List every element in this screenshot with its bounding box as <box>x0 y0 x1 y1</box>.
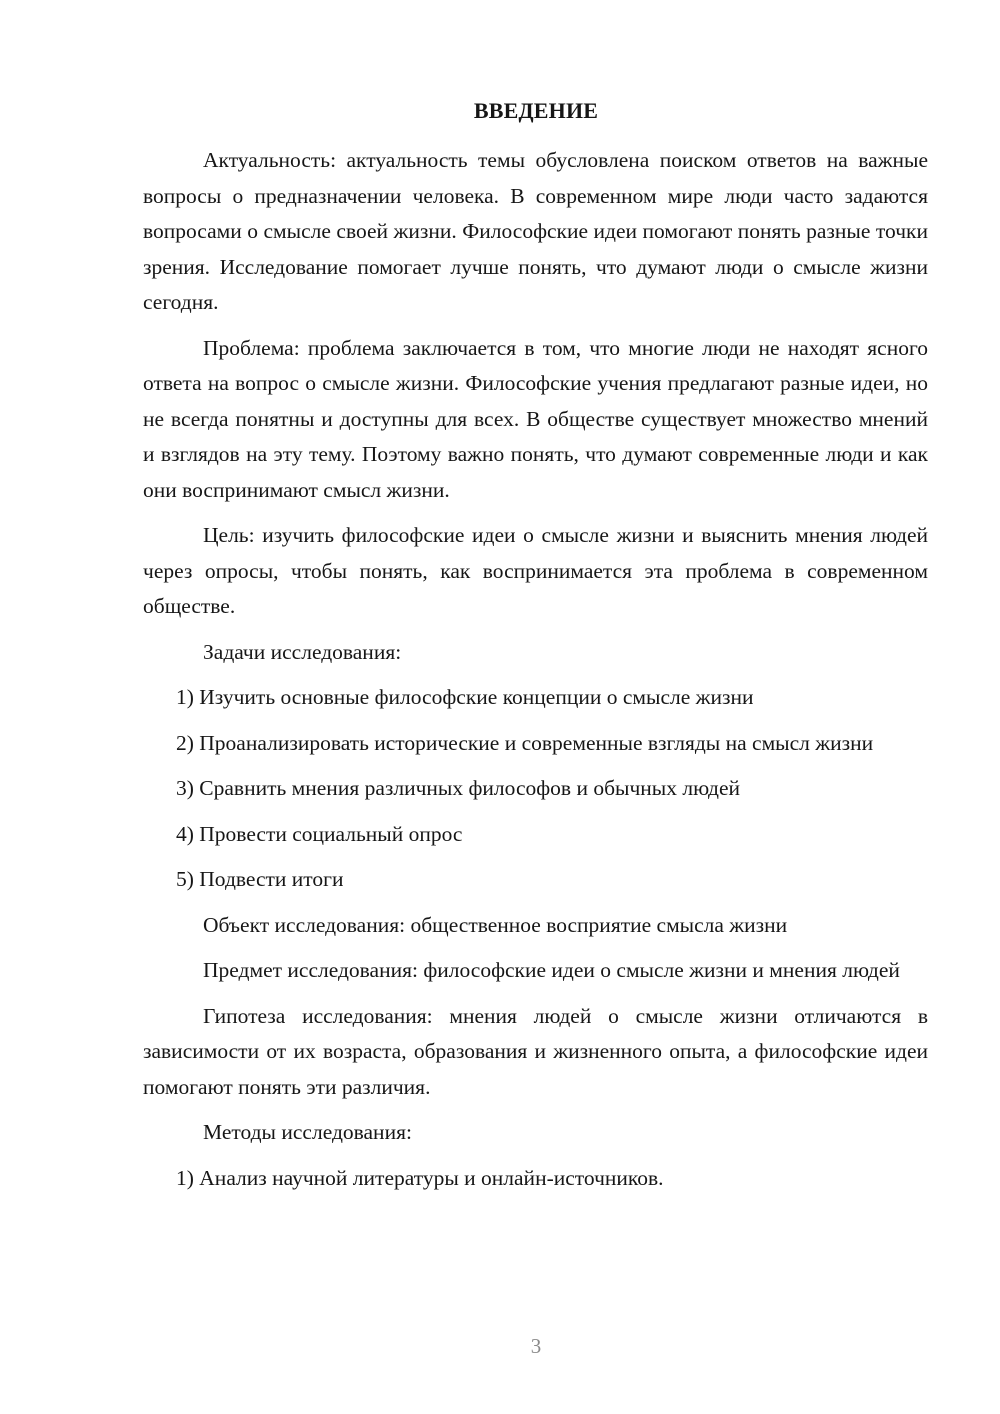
tasks-heading: Задачи исследования: <box>203 639 402 664</box>
hypothesis-paragraph: Гипотеза исследования: мнения людей о смысле жизни отличаются в зависимости от их возраста, образования и жизненного опыта, а философские идеи помогают понять эти различия. <box>143 1003 928 1099</box>
task-item: 5) Подвести итоги <box>176 867 344 891</box>
subject-paragraph: Предмет исследования: философские идеи о смысле жизни и мнения людей <box>203 958 900 982</box>
task-item: 2) Проанализировать исторические и современные взгляды на смысл жизни <box>176 730 874 755</box>
page-number: 3 <box>530 1334 542 1358</box>
object-paragraph: Объект исследования: общественное восприятие смысла жизни <box>203 912 788 937</box>
task-item: 3) Сравнить мнения различных философов и обычных людей <box>176 776 741 800</box>
section-title: ВВЕДЕНИЕ <box>473 98 599 123</box>
goal-paragraph: Цель: изучить философские идеи о смысле жизни и выяснить мнения людей через опросы, чтобы понять, как воспринимается эта проблема в современном обществе. <box>143 523 928 618</box>
document-body <box>143 143 928 1196</box>
relevance-paragraph: Актуальность: актуальность темы обусловлена поиском ответов на важные вопросы о предназначении человека. В современном мире люди часто задаются вопросами о смысле своей жизни. Философские идеи помогают понять разные точки зрения. Исследование помогает лучше понять, что думают люди о смысле жизни сегодня. <box>143 148 928 314</box>
method-item: 1) Анализ научной литературы и онлайн-источников. <box>176 1165 664 1190</box>
task-item: 1) Изучить основные философские концепции о смысле жизни <box>176 685 754 709</box>
task-item: 4) Провести социальный опрос <box>176 821 463 846</box>
methods-heading: Методы исследования: <box>203 1120 412 1144</box>
problem-paragraph: Проблема: проблема заключается в том, что многие люди не находят ясного ответа на вопрос о смысле жизни. Философские учения предлагают разные идеи, но не всегда понятны и доступны для всех. В обществе существует множество мнений и взглядов на эту тему. Поэтому важно понять, что думают современные люди и как они воспринимают смысл жизни. <box>143 335 928 502</box>
